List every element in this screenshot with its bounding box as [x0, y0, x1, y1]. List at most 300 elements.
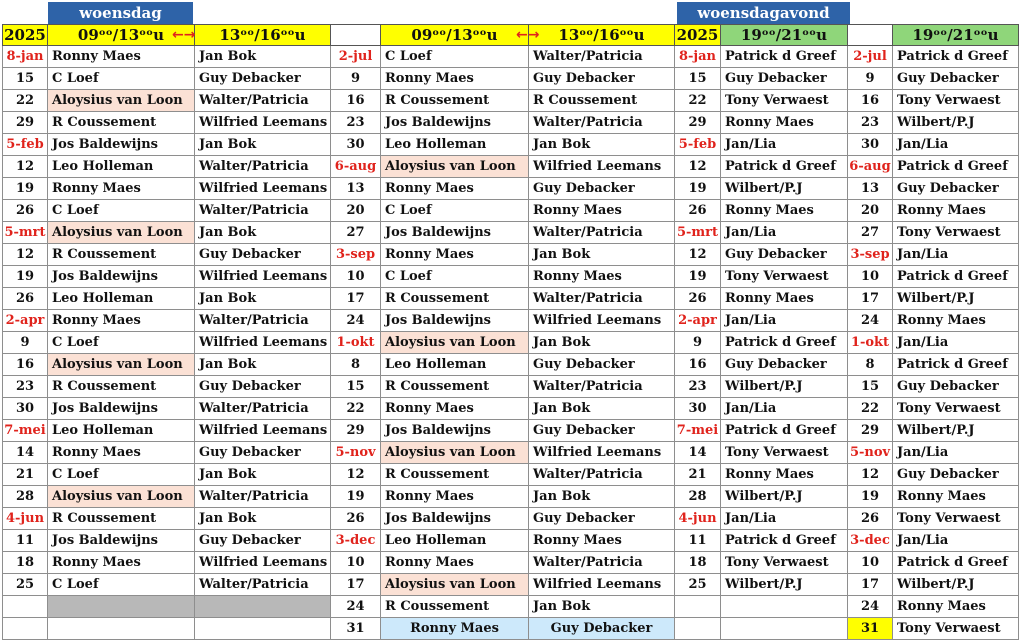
evening-name-cell: Wilbert/P.J [721, 486, 848, 508]
date-cell: 21 [675, 464, 721, 486]
date-cell: 17 [848, 288, 893, 310]
date-cell: 26 [3, 200, 48, 222]
morning-name-cell: Aloysius van Loon [48, 90, 195, 112]
evening-name-cell: Wilbert/P.J [721, 376, 848, 398]
date-cell: 17 [331, 574, 381, 596]
band-woensdagavond: woensdagavond [677, 2, 850, 24]
date-cell: 30 [331, 134, 381, 156]
table-row [3, 420, 1019, 442]
date-cell: 29 [331, 420, 381, 442]
date-cell: 14 [675, 442, 721, 464]
evening-name-cell: Tony Verwaest [721, 90, 848, 112]
evening-name-cell: Guy Debacker [893, 178, 1019, 200]
morning-name-cell: Jos Baldewijns [381, 508, 529, 530]
morning-name-cell: Ronny Maes [381, 178, 529, 200]
afternoon-name-cell: Guy Debacker [195, 376, 331, 398]
date-cell: 14 [3, 442, 48, 464]
morning-name-cell: C Loef [381, 46, 529, 68]
evening-name-cell: Wilbert/P.J [893, 420, 1019, 442]
afternoon-name-cell: Jan Bok [195, 46, 331, 68]
afternoon-name-cell: Walter/Patricia [195, 486, 331, 508]
afternoon-name-cell: Jan Bok [195, 288, 331, 310]
date-cell: 1-okt [331, 332, 381, 354]
date-cell: 2-apr [3, 310, 48, 332]
date-cell: 26 [675, 200, 721, 222]
afternoon-name-cell: Guy Debacker [195, 442, 331, 464]
date-cell: 23 [675, 376, 721, 398]
afternoon-name-cell: Walter/Patricia [529, 46, 675, 68]
date-cell: 10 [848, 552, 893, 574]
evening-name-cell: Patrick d Greef [721, 156, 848, 178]
table-row [3, 596, 1019, 618]
table-row [3, 244, 1019, 266]
date-cell: 16 [3, 354, 48, 376]
table-row [3, 112, 1019, 134]
morning-name-cell: Aloysius van Loon [48, 486, 195, 508]
morning-name-cell: Jos Baldewijns [48, 266, 195, 288]
header-afternoon-2: 13ᵒᵒ/16ᵒᵒu [529, 25, 675, 46]
date-cell: 16 [848, 90, 893, 112]
afternoon-name-cell: Ronny Maes [529, 200, 675, 222]
evening-name-cell: Patrick d Greef [893, 266, 1019, 288]
date-cell: 19 [3, 178, 48, 200]
morning-name-cell: Aloysius van Loon [381, 442, 529, 464]
morning-name-cell: Leo Holleman [48, 288, 195, 310]
afternoon-name-cell: Jan Bok [529, 244, 675, 266]
afternoon-name-cell: Jan Bok [529, 332, 675, 354]
evening-name-cell: Wilbert/P.J [721, 178, 848, 200]
table-row [3, 618, 1019, 640]
table-row [3, 332, 1019, 354]
morning-name-cell: R Coussement [381, 596, 529, 618]
table-row [3, 46, 1019, 68]
header-row [3, 25, 1019, 46]
date-cell [675, 596, 721, 618]
evening-name-cell: Patrick d Greef [721, 332, 848, 354]
table-row [3, 376, 1019, 398]
date-cell: 12 [675, 156, 721, 178]
evening-name-cell: Tony Verwaest [721, 266, 848, 288]
date-cell: 3-sep [331, 244, 381, 266]
evening-name-cell: Wilbert/P.J [893, 288, 1019, 310]
afternoon-name-cell: Guy Debacker [195, 244, 331, 266]
evening-name-cell: Jan/Lia [721, 222, 848, 244]
date-cell: 27 [331, 222, 381, 244]
date-cell: 9 [331, 68, 381, 90]
date-cell: 19 [331, 486, 381, 508]
evening-name-cell: Jan/Lia [721, 508, 848, 530]
evening-name-cell: Jan/Lia [893, 442, 1019, 464]
date-cell: 28 [3, 486, 48, 508]
date-cell: 3-dec [331, 530, 381, 552]
morning-name-cell: C Loef [48, 574, 195, 596]
evening-name-cell: Jan/Lia [893, 332, 1019, 354]
evening-name-cell: Guy Debacker [721, 244, 848, 266]
morning-name-cell: R Coussement [381, 464, 529, 486]
date-cell: 20 [848, 200, 893, 222]
header-morning-2: 09ᵒᵒ/13ᵒᵒu [381, 25, 529, 46]
date-cell: 12 [675, 244, 721, 266]
afternoon-name-cell: Ronny Maes [529, 530, 675, 552]
date-cell: 22 [3, 90, 48, 112]
evening-name-cell: Jan/Lia [893, 530, 1019, 552]
date-cell: 5-mrt [675, 222, 721, 244]
evening-name-cell: Patrick d Greef [893, 354, 1019, 376]
morning-name-cell: Ronny Maes [48, 442, 195, 464]
date-cell: 2-jul [848, 46, 893, 68]
date-cell: 8-jan [3, 46, 48, 68]
evening-name-cell: Patrick d Greef [893, 46, 1019, 68]
date-cell [3, 618, 48, 640]
evening-name-cell: Patrick d Greef [893, 552, 1019, 574]
date-cell: 9 [675, 332, 721, 354]
date-cell: 13 [331, 178, 381, 200]
table-row [3, 134, 1019, 156]
evening-name-cell: Ronny Maes [721, 200, 848, 222]
morning-name-cell: R Coussement [48, 508, 195, 530]
date-cell: 2-jul [331, 46, 381, 68]
table-row [3, 222, 1019, 244]
table-row [3, 464, 1019, 486]
date-cell: 11 [3, 530, 48, 552]
afternoon-name-cell: Walter/Patricia [529, 222, 675, 244]
afternoon-name-cell [195, 618, 331, 640]
afternoon-name-cell: Wilfried Leemans [529, 442, 675, 464]
evening-name-cell: Ronny Maes [721, 464, 848, 486]
table-row [3, 530, 1019, 552]
evening-name-cell: Patrick d Greef [721, 420, 848, 442]
date-cell: 19 [675, 178, 721, 200]
band-woensdag: woensdag [48, 2, 193, 24]
date-cell: 31 [848, 618, 893, 640]
evening-name-cell: Tony Verwaest [721, 552, 848, 574]
date-cell: 18 [675, 552, 721, 574]
date-cell: 15 [675, 68, 721, 90]
morning-name-cell: C Loef [48, 332, 195, 354]
evening-name-cell: Ronny Maes [721, 288, 848, 310]
table-row [3, 398, 1019, 420]
date-cell: 22 [331, 398, 381, 420]
date-cell: 5-feb [675, 134, 721, 156]
date-cell: 25 [675, 574, 721, 596]
afternoon-name-cell: Ronny Maes [529, 266, 675, 288]
date-cell [675, 618, 721, 640]
evening-name-cell: Ronny Maes [721, 112, 848, 134]
morning-name-cell: Leo Holleman [48, 420, 195, 442]
date-cell: 12 [848, 464, 893, 486]
date-cell: 24 [848, 310, 893, 332]
date-cell: 8 [848, 354, 893, 376]
afternoon-name-cell: Wilfried Leemans [195, 112, 331, 134]
afternoon-name-cell: Guy Debacker [529, 68, 675, 90]
date-cell: 6-aug [331, 156, 381, 178]
date-cell: 4-jun [675, 508, 721, 530]
morning-name-cell: R Coussement [48, 112, 195, 134]
date-cell: 30 [3, 398, 48, 420]
table-row [3, 90, 1019, 112]
morning-name-cell: R Coussement [381, 288, 529, 310]
morning-name-cell: Ronny Maes [381, 398, 529, 420]
table-row [3, 486, 1019, 508]
date-cell: 11 [675, 530, 721, 552]
afternoon-name-cell: Walter/Patricia [195, 310, 331, 332]
date-cell: 24 [848, 596, 893, 618]
date-cell: 5-nov [331, 442, 381, 464]
afternoon-name-cell: Jan Bok [529, 486, 675, 508]
evening-name-cell: Jan/Lia [721, 134, 848, 156]
morning-name-cell [48, 596, 195, 618]
date-cell: 15 [331, 376, 381, 398]
evening-name-cell: Guy Debacker [893, 464, 1019, 486]
afternoon-name-cell: Wilfried Leemans [195, 266, 331, 288]
header-evening-1: 19ᵒᵒ/21ᵒᵒu [721, 25, 848, 46]
afternoon-name-cell: Walter/Patricia [529, 288, 675, 310]
afternoon-name-cell [195, 596, 331, 618]
afternoon-name-cell: Wilfried Leemans [195, 552, 331, 574]
evening-name-cell: Guy Debacker [721, 68, 848, 90]
morning-name-cell: Ronny Maes [381, 68, 529, 90]
date-cell: 9 [3, 332, 48, 354]
afternoon-name-cell: Wilfried Leemans [195, 420, 331, 442]
date-cell: 26 [675, 288, 721, 310]
evening-name-cell: Patrick d Greef [893, 156, 1019, 178]
header-morning-1: 09ᵒᵒ/13ᵒᵒu [48, 25, 195, 46]
morning-name-cell: Ronny Maes [48, 310, 195, 332]
evening-name-cell: Tony Verwaest [893, 618, 1019, 640]
date-cell: 12 [3, 244, 48, 266]
morning-name-cell: Jos Baldewijns [381, 420, 529, 442]
date-cell: 29 [3, 112, 48, 134]
date-cell: 16 [331, 90, 381, 112]
date-cell: 19 [675, 266, 721, 288]
date-cell: 17 [848, 574, 893, 596]
evening-name-cell: Tony Verwaest [893, 398, 1019, 420]
morning-name-cell: Ronny Maes [381, 244, 529, 266]
afternoon-name-cell: Guy Debacker [195, 68, 331, 90]
date-cell: 21 [3, 464, 48, 486]
afternoon-name-cell: Wilfried Leemans [529, 310, 675, 332]
date-cell: 12 [331, 464, 381, 486]
morning-name-cell: Aloysius van Loon [48, 222, 195, 244]
date-cell: 22 [848, 398, 893, 420]
morning-name-cell: Aloysius van Loon [381, 156, 529, 178]
table-row [3, 354, 1019, 376]
date-cell: 22 [675, 90, 721, 112]
afternoon-name-cell: Jan Bok [529, 596, 675, 618]
date-cell: 29 [675, 112, 721, 134]
morning-name-cell: Leo Holleman [381, 530, 529, 552]
table-row [3, 552, 1019, 574]
header-afternoon-1: 13ᵒᵒ/16ᵒᵒu [195, 25, 331, 46]
evening-name-cell: Ronny Maes [893, 310, 1019, 332]
afternoon-name-cell: Walter/Patricia [195, 398, 331, 420]
morning-name-cell: C Loef [48, 68, 195, 90]
morning-name-cell: Jos Baldewijns [381, 222, 529, 244]
date-cell: 5-mrt [3, 222, 48, 244]
date-cell: 28 [675, 486, 721, 508]
date-cell: 19 [848, 486, 893, 508]
date-cell: 13 [848, 178, 893, 200]
header-empty-evening [848, 25, 893, 46]
date-cell: 8-jan [675, 46, 721, 68]
morning-name-cell: Ronny Maes [381, 486, 529, 508]
header-evening-2: 19ᵒᵒ/21ᵒᵒu [893, 25, 1019, 46]
morning-name-cell: Aloysius van Loon [381, 574, 529, 596]
morning-name-cell: C Loef [48, 200, 195, 222]
morning-name-cell: Ronny Maes [48, 178, 195, 200]
evening-name-cell: Tony Verwaest [893, 222, 1019, 244]
afternoon-name-cell: Jan Bok [529, 134, 675, 156]
morning-name-cell: Jos Baldewijns [381, 112, 529, 134]
evening-name-cell: Guy Debacker [893, 376, 1019, 398]
morning-name-cell: R Coussement [381, 90, 529, 112]
date-cell: 30 [848, 134, 893, 156]
date-cell: 24 [331, 596, 381, 618]
date-cell: 7-mei [3, 420, 48, 442]
afternoon-name-cell: Walter/Patricia [195, 90, 331, 112]
evening-name-cell: Ronny Maes [893, 596, 1019, 618]
date-cell: 5-feb [3, 134, 48, 156]
table-row [3, 574, 1019, 596]
evening-name-cell: Wilbert/P.J [893, 574, 1019, 596]
afternoon-name-cell: Guy Debacker [529, 420, 675, 442]
table-row [3, 178, 1019, 200]
morning-name-cell: R Coussement [48, 244, 195, 266]
afternoon-name-cell: Walter/Patricia [195, 156, 331, 178]
afternoon-name-cell: Walter/Patricia [195, 574, 331, 596]
date-cell: 30 [675, 398, 721, 420]
morning-name-cell: R Coussement [381, 376, 529, 398]
date-cell: 26 [848, 508, 893, 530]
morning-name-cell: Aloysius van Loon [48, 354, 195, 376]
arrow-icon: ←→ [172, 27, 196, 43]
morning-name-cell: Jos Baldewijns [381, 310, 529, 332]
afternoon-name-cell: Wilfried Leemans [529, 156, 675, 178]
date-cell: 29 [848, 420, 893, 442]
header-empty [331, 25, 381, 46]
evening-name-cell: Patrick d Greef [721, 46, 848, 68]
evening-name-cell: Guy Debacker [721, 354, 848, 376]
evening-name-cell: Jan/Lia [893, 244, 1019, 266]
morning-name-cell: Leo Holleman [381, 134, 529, 156]
evening-name-cell [721, 596, 848, 618]
date-cell: 19 [3, 266, 48, 288]
morning-name-cell: Ronny Maes [48, 552, 195, 574]
date-cell: 8 [331, 354, 381, 376]
evening-name-cell: Ronny Maes [893, 486, 1019, 508]
table-row [3, 200, 1019, 222]
date-cell: 10 [331, 266, 381, 288]
date-cell: 24 [331, 310, 381, 332]
afternoon-name-cell: Jan Bok [195, 354, 331, 376]
date-cell: 18 [3, 552, 48, 574]
afternoon-name-cell: Guy Debacker [529, 178, 675, 200]
afternoon-name-cell: Walter/Patricia [529, 464, 675, 486]
year-header: 2025 [4, 26, 46, 44]
afternoon-name-cell: Jan Bok [195, 134, 331, 156]
evening-name-cell: Wilbert/P.J [893, 112, 1019, 134]
morning-name-cell: Leo Holleman [381, 354, 529, 376]
table-row [3, 266, 1019, 288]
date-cell: 27 [848, 222, 893, 244]
date-cell: 9 [848, 68, 893, 90]
date-cell: 2-apr [675, 310, 721, 332]
table-row [3, 288, 1019, 310]
date-cell: 31 [331, 618, 381, 640]
afternoon-name-cell: Wilfried Leemans [529, 574, 675, 596]
afternoon-name-cell: Guy Debacker [529, 618, 675, 640]
date-cell: 7-mei [675, 420, 721, 442]
date-cell: 4-jun [3, 508, 48, 530]
afternoon-name-cell: Jan Bok [195, 222, 331, 244]
afternoon-name-cell: Guy Debacker [195, 530, 331, 552]
table-row [3, 156, 1019, 178]
date-cell: 5-nov [848, 442, 893, 464]
afternoon-name-cell: Guy Debacker [529, 508, 675, 530]
year-header-evening: 2025 [675, 25, 721, 46]
morning-name-cell: Jos Baldewijns [48, 530, 195, 552]
date-cell: 23 [331, 112, 381, 134]
afternoon-name-cell: Walter/Patricia [529, 112, 675, 134]
afternoon-name-cell: Jan Bok [195, 508, 331, 530]
table-row [3, 442, 1019, 464]
morning-name-cell: C Loef [381, 266, 529, 288]
morning-name-cell: Jos Baldewijns [48, 134, 195, 156]
evening-name-cell: Ronny Maes [893, 200, 1019, 222]
date-cell: 3-sep [848, 244, 893, 266]
date-cell [3, 596, 48, 618]
morning-name-cell: C Loef [48, 464, 195, 486]
morning-name-cell: Ronny Maes [381, 618, 529, 640]
morning-name-cell: Leo Holleman [48, 156, 195, 178]
date-cell: 12 [3, 156, 48, 178]
date-cell: 16 [675, 354, 721, 376]
date-cell: 10 [331, 552, 381, 574]
afternoon-name-cell: Walter/Patricia [529, 376, 675, 398]
evening-name-cell: Patrick d Greef [721, 530, 848, 552]
evening-name-cell: Tony Verwaest [893, 90, 1019, 112]
date-cell: 26 [3, 288, 48, 310]
date-cell: 15 [848, 376, 893, 398]
afternoon-name-cell: Wilfried Leemans [195, 178, 331, 200]
afternoon-name-cell: Guy Debacker [529, 354, 675, 376]
evening-name-cell: Jan/Lia [721, 398, 848, 420]
evening-name-cell: Wilbert/P.J [721, 574, 848, 596]
table-row [3, 68, 1019, 90]
evening-name-cell: Tony Verwaest [893, 508, 1019, 530]
table-row [3, 310, 1019, 332]
afternoon-name-cell: Jan Bok [195, 464, 331, 486]
afternoon-name-cell: Jan Bok [529, 398, 675, 420]
morning-name-cell: Aloysius van Loon [381, 332, 529, 354]
morning-name-cell: C Loef [381, 200, 529, 222]
afternoon-name-cell: Walter/Patricia [195, 200, 331, 222]
evening-name-cell: Jan/Lia [893, 134, 1019, 156]
date-cell: 26 [331, 508, 381, 530]
morning-name-cell: Ronny Maes [381, 552, 529, 574]
date-cell: 23 [3, 376, 48, 398]
date-cell: 23 [848, 112, 893, 134]
arrow-icon: ←→ [516, 27, 540, 43]
morning-name-cell: Ronny Maes [48, 46, 195, 68]
date-cell: 15 [3, 68, 48, 90]
date-cell: 25 [3, 574, 48, 596]
date-cell: 17 [331, 288, 381, 310]
morning-name-cell: R Coussement [48, 376, 195, 398]
evening-name-cell: Tony Verwaest [721, 442, 848, 464]
afternoon-name-cell: R Coussement [529, 90, 675, 112]
date-cell: 3-dec [848, 530, 893, 552]
